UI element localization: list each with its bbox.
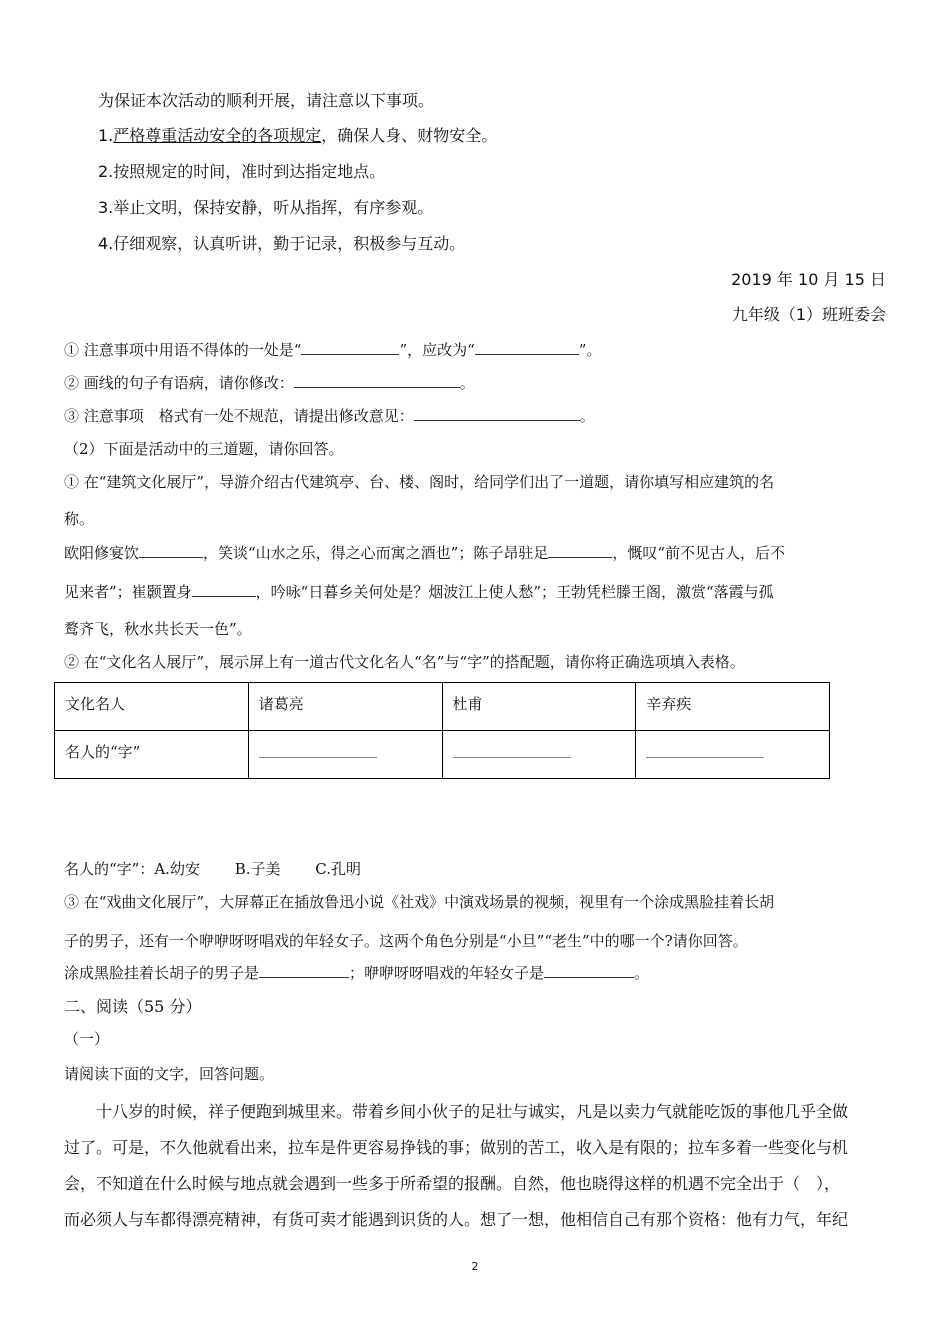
answer-text: 。 bbox=[634, 964, 650, 982]
answer-blank[interactable] bbox=[544, 963, 634, 978]
notice-date: 2019 年 10 月 15 日 bbox=[731, 270, 886, 289]
notice-item-1-rest: ，确保人身、财物安全。 bbox=[321, 126, 498, 145]
answer-blank[interactable] bbox=[192, 582, 256, 597]
passage-line-4: 而必须人与车都得漂亮精神，有货可卖才能遇到识货的人。想了一想，他相信自己有那个资格：他有力气，年纪 bbox=[64, 1210, 849, 1229]
answer-blank[interactable] bbox=[301, 340, 399, 355]
table-answer-cell[interactable] bbox=[248, 731, 442, 779]
reading-instruction: 请阅读下面的文字，回答问题。 bbox=[64, 1065, 275, 1083]
table-cell: 诸葛亮 bbox=[248, 683, 442, 731]
q1b-text-2: 。 bbox=[459, 374, 475, 392]
question-1a bbox=[64, 339, 601, 360]
notice-item-1 bbox=[98, 123, 497, 146]
table-answer-cell[interactable] bbox=[442, 731, 636, 779]
q1c-text-1: ③ 注意事项 格式有一处不规范，请提出修改意见： bbox=[64, 407, 414, 425]
answer-blank[interactable] bbox=[548, 543, 612, 558]
question-2a-line-1: ① 在“建筑文化展厅”，导游介绍古代建筑亭、台、楼、阁时，给同学们出了一道题，请你填写相应建筑的名 bbox=[64, 473, 775, 491]
table-header-cell: 名人的“字” bbox=[55, 731, 249, 779]
table-cell: 辛弃疾 bbox=[636, 683, 830, 731]
question-2b: ② 在“文化名人展厅”，展示屏上有一道古代文化名人“名”与“字”的搭配题，请你将正确选项填入表格。 bbox=[64, 653, 745, 671]
q1b-text-1: ② 画线的句子有语病，请你修改： bbox=[64, 374, 294, 392]
answer-text: ；咿咿呀呀唱戏的年轻女子是 bbox=[349, 964, 545, 982]
answer-blank[interactable] bbox=[259, 757, 377, 758]
table-row bbox=[55, 683, 830, 731]
answer-blank[interactable] bbox=[294, 373, 460, 388]
fill-text: 见来者”；崔颢置身 bbox=[64, 583, 192, 601]
table-row bbox=[55, 731, 830, 779]
answer-blank[interactable] bbox=[646, 757, 764, 758]
page-number: 2 bbox=[471, 1260, 479, 1273]
answer-text: 涂成黑脸挂着长胡子的男子是 bbox=[64, 964, 260, 982]
question-2c-line-2: 子的男子，还有一个咿咿呀呀唱戏的年轻女子。这两个角色分别是“小旦”“老生”中的哪一个?请你回答。 bbox=[64, 932, 748, 950]
fill-line-2 bbox=[64, 581, 774, 602]
notice-item-4: 4.仔细观察，认真听讲，勤于记录，积极参与互动。 bbox=[98, 234, 466, 253]
answer-blank[interactable] bbox=[475, 340, 579, 355]
table-header-cell: 文化名人 bbox=[55, 683, 249, 731]
passage-line-3: 会，不知道在什么时候与地点就会遇到一些多于所希望的报酬。自然，他也晓得这样的机遇不完全出于（ ）， bbox=[64, 1174, 841, 1193]
fill-line-1 bbox=[64, 542, 785, 563]
options-line: 名人的“字”：A.幼安 B.子美 C.孔明 bbox=[64, 860, 361, 878]
q1a-text-3: ”。 bbox=[578, 341, 602, 359]
q1a-text-2: ”，应改为“ bbox=[399, 341, 475, 359]
answer-blank[interactable] bbox=[453, 757, 571, 758]
answer-blank[interactable] bbox=[139, 543, 203, 558]
notice-item-3: 3.举止文明，保持安静，听从指挥，有序参观。 bbox=[98, 198, 434, 217]
q1a-text-1: ① 注意事项中用语不得体的一处是“ bbox=[64, 341, 302, 359]
answer-blank[interactable] bbox=[414, 406, 580, 421]
fill-text: 欧阳修宴饮 bbox=[64, 544, 140, 562]
section-heading: 二、阅读（55 分） bbox=[64, 997, 202, 1016]
fill-text: ，吟咏“日暮乡关何处是？烟波江上使人愁”；王勃凭栏滕王阁，激赏“落霞与孤 bbox=[255, 583, 774, 601]
notice-item-1-number: 1. bbox=[98, 126, 114, 145]
question-1c bbox=[64, 405, 595, 426]
fill-text: ，笑谈“山水之乐，得之心而寓之酒也”；陈子昂驻足 bbox=[203, 544, 549, 562]
question-2-intro: （2）下面是活动中的三道题，请你回答。 bbox=[64, 440, 344, 458]
question-2c-line-1: ③ 在“戏曲文化展厅”，大屏幕正在插放鲁迅小说《社戏》中演戏场景的视频，视里有一个涂成黑脸挂着长胡 bbox=[64, 893, 775, 911]
notice-signature: 九年级（1）班班委会 bbox=[731, 305, 886, 324]
question-2c-answer bbox=[64, 962, 649, 983]
notice-intro: 为保证本次活动的顺利开展，请注意以下事项。 bbox=[98, 91, 435, 110]
underlined-sentence: 严格尊重活动安全的各项规定 bbox=[113, 126, 322, 145]
question-1b bbox=[64, 372, 475, 393]
fill-text: ，慨叹“前不见古人，后不 bbox=[612, 544, 786, 562]
table-cell: 杜甫 bbox=[442, 683, 636, 731]
answer-blank[interactable] bbox=[259, 963, 349, 978]
passage-line-1: 十八岁的时候，祥子便跑到城里来。带着乡间小伙子的足壮与诚实，凡是以卖力气就能吃饭的事他几乎全做 bbox=[96, 1102, 849, 1121]
notice-item-2: 2.按照规定的时间，准时到达指定地点。 bbox=[98, 162, 386, 181]
question-2a-line-2: 称。 bbox=[64, 510, 95, 528]
passage-line-2: 过了。可是，不久他就看出来，拉车是件更容易挣钱的事；做别的苦工，收入是有限的；拉车多着一些变化与机 bbox=[64, 1138, 849, 1157]
q1c-text-2: 。 bbox=[579, 407, 595, 425]
name-style-table bbox=[54, 682, 830, 779]
fill-line-3: 鹜齐飞，秋水共长天一色”。 bbox=[64, 620, 252, 638]
table-answer-cell[interactable] bbox=[636, 731, 830, 779]
subsection-heading: （一） bbox=[64, 1030, 110, 1048]
